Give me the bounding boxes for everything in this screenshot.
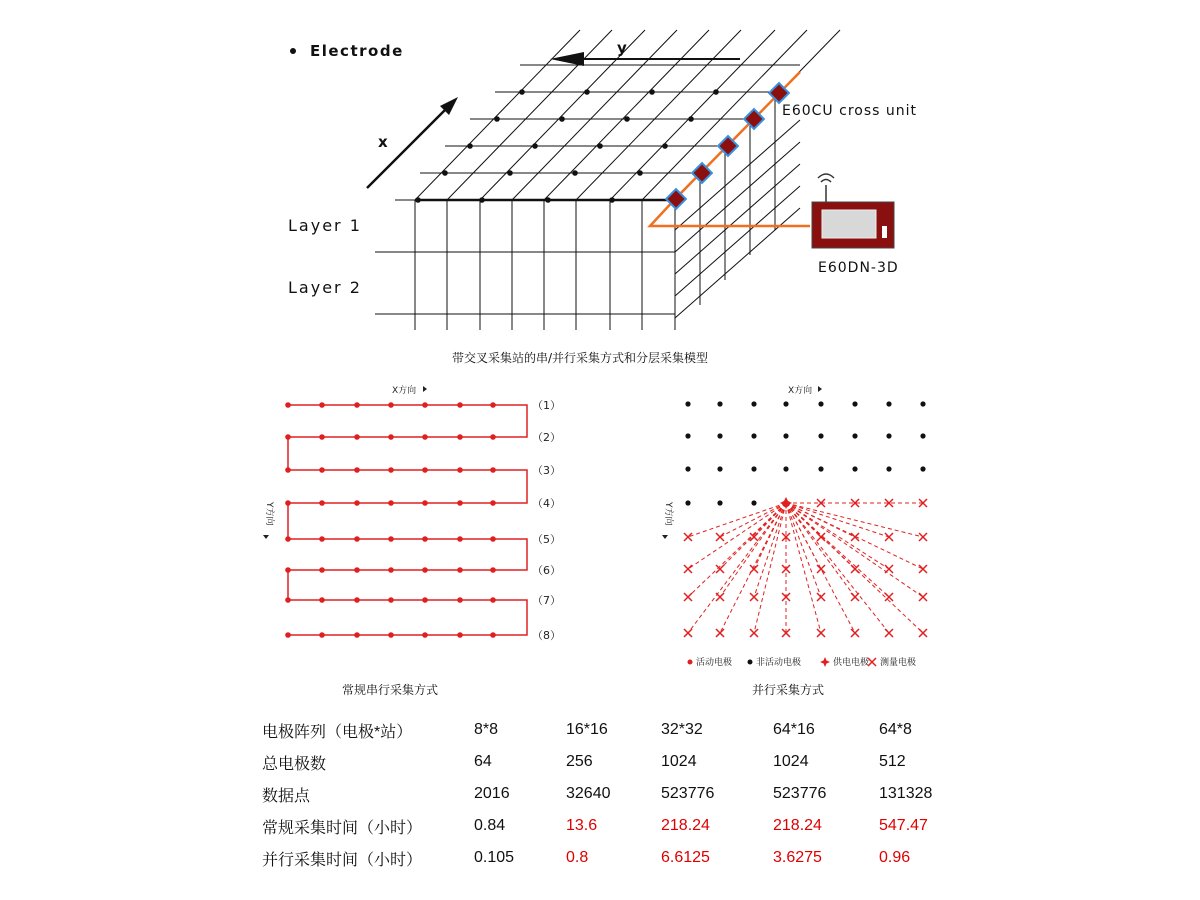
measuring-electrode [716, 533, 724, 541]
measuring-electrode [750, 593, 758, 601]
current-electrode [780, 497, 792, 509]
side-diagonal-line [675, 142, 800, 252]
legend-inactive-electrode-icon [748, 660, 753, 665]
table-cell: 16*16 [566, 721, 608, 738]
serial-electrode-dot [285, 597, 291, 603]
side-diagonal-line [675, 208, 800, 318]
serial-electrode-dot [388, 567, 394, 573]
serial-electrode-dot [285, 536, 291, 542]
parallel-measurement-line [786, 503, 889, 597]
electrode-dot [609, 197, 615, 203]
table-cell: 6.6125 [661, 849, 710, 866]
serial-caption: 常规串行采集方式 [342, 683, 439, 697]
serial-electrode-dot [354, 434, 360, 440]
electrode-dot [467, 143, 473, 149]
grid-depth-line [480, 30, 645, 200]
serial-row-label: （3） [532, 464, 561, 477]
table-cell: 0.105 [474, 849, 515, 866]
measuring-electrode [919, 565, 927, 573]
serial-y-direction-label: Y方向 [264, 502, 274, 526]
inactive-electrode [886, 466, 891, 471]
measuring-electrode [919, 593, 927, 601]
serial-electrode-dot [457, 467, 463, 473]
inactive-electrode [920, 433, 925, 438]
table-cell: 3.6275 [773, 849, 822, 866]
legend-electrode-dot [290, 48, 296, 54]
serial-y-direction-arrow [263, 535, 269, 539]
measuring-electrode [817, 629, 825, 637]
parallel-measurement-line [786, 503, 889, 633]
acquisition-comparison-table [252, 714, 969, 874]
serial-electrode-dot [319, 434, 325, 440]
row-label: 并行采集时间（小时） [262, 851, 423, 869]
measuring-electrode [919, 533, 927, 541]
grid-depth-line [512, 30, 677, 200]
inactive-electrode [751, 466, 756, 471]
serial-row-label: （8） [532, 629, 561, 642]
serial-electrode-dot [490, 434, 496, 440]
table-cell: 64*8 [879, 721, 912, 738]
device-e60dn-3d [812, 174, 894, 248]
table-cell: 523776 [773, 785, 827, 802]
y-axis-label: y [617, 39, 627, 57]
row-label: 常规采集时间（小时） [262, 819, 423, 837]
legend-active-electrode-icon [688, 660, 693, 665]
parallel-measurement-line [786, 503, 923, 597]
electrode-dot [572, 170, 578, 176]
serial-electrode-dot [354, 567, 360, 573]
serial-electrode-dot [285, 402, 291, 408]
inactive-electrode [717, 466, 722, 471]
parallel-x-direction-label: X方向 [788, 386, 813, 396]
inactive-electrode [751, 500, 756, 505]
serial-electrode-dot [457, 536, 463, 542]
inactive-electrode [717, 500, 722, 505]
serial-electrode-dot [422, 632, 428, 638]
serial-electrode-dot [388, 632, 394, 638]
electrode-dot [584, 89, 590, 95]
side-diagonal-line [675, 186, 800, 296]
serial-row-label: （1） [532, 399, 561, 412]
parallel-measurement-line [754, 503, 786, 633]
inactive-electrode [783, 433, 788, 438]
row-label: 电极阵列（电极*站） [262, 723, 413, 741]
measuring-electrode [750, 629, 758, 637]
serial-electrode-dot [285, 632, 291, 638]
serial-electrode-dot [388, 536, 394, 542]
parallel-caption: 并行采集方式 [752, 683, 825, 697]
serial-row-labels [532, 399, 561, 642]
table-cell: 131328 [879, 785, 933, 802]
serial-electrode-dot [422, 536, 428, 542]
serial-electrode-dot [354, 402, 360, 408]
legend-inactive-electrode: 非活动电极 [756, 658, 802, 668]
electrode-dot [479, 197, 485, 203]
inactive-electrode [685, 433, 690, 438]
serial-electrode-dot [388, 402, 394, 408]
measuring-electrode [885, 593, 893, 601]
inactive-electrode [685, 500, 690, 505]
measuring-electrode [684, 629, 692, 637]
serial-electrode-dot [354, 632, 360, 638]
measuring-electrode [851, 533, 859, 541]
inactive-electrode [818, 466, 823, 471]
measuring-electrode [716, 593, 724, 601]
serial-electrode-dot [490, 402, 496, 408]
electrode-dot [649, 89, 655, 95]
serial-x-direction-arrow [423, 386, 427, 392]
serial-electrode-dot [457, 500, 463, 506]
table-cell: 0.96 [879, 849, 911, 866]
electrode-dot [713, 89, 719, 95]
serial-electrode-dot [388, 500, 394, 506]
inactive-electrode [886, 401, 891, 406]
electrode-dot [688, 116, 694, 122]
parallel-legend [688, 656, 917, 668]
electrode-dot [442, 170, 448, 176]
table-row [252, 714, 969, 746]
inactive-electrode [852, 466, 857, 471]
parallel-measurement-line [720, 503, 786, 597]
parallel-acquisition-diagram [650, 376, 970, 676]
serial-electrode-dot [457, 402, 463, 408]
serial-electrode-dot [354, 597, 360, 603]
table-cell: 512 [879, 753, 906, 770]
inactive-electrode [717, 401, 722, 406]
table-cell: 256 [566, 753, 593, 770]
table-cell: 2016 [474, 785, 510, 802]
inactive-electrode [920, 466, 925, 471]
electrode-dot [507, 170, 513, 176]
electrode-dot [624, 116, 630, 122]
serial-electrode-dot [285, 500, 291, 506]
legend-measuring-electrode: 测量电极 [880, 658, 917, 668]
serial-electrode-dot [457, 597, 463, 603]
table-cell: 32640 [566, 785, 611, 802]
measuring-electrode [716, 629, 724, 637]
table-row [252, 810, 969, 842]
table-cell: 1024 [773, 753, 809, 770]
table-row [252, 842, 969, 874]
serial-acquisition-diagram [250, 376, 570, 666]
electrode-dot [662, 143, 668, 149]
inactive-electrode [751, 433, 756, 438]
parallel-y-direction-label: Y方向 [663, 502, 673, 526]
serial-electrode-dot [490, 536, 496, 542]
serial-electrode-dot [422, 567, 428, 573]
top-diagram-caption: 带交叉采集站的串/并行采集方式和分层采集模型 [452, 351, 709, 365]
serial-row-label: （5） [532, 533, 561, 546]
serial-x-direction-label: X方向 [392, 386, 417, 396]
legend-active-electrode: 活动电极 [696, 658, 733, 668]
parallel-y-direction-arrow [662, 535, 668, 539]
electrode-dot [559, 116, 565, 122]
inactive-electrode [818, 401, 823, 406]
serial-electrode-dot [285, 467, 291, 473]
serial-row-label: （4） [532, 497, 561, 510]
measuring-electrode [684, 565, 692, 573]
serial-electrode-dot [388, 434, 394, 440]
inactive-electrode [783, 401, 788, 406]
parallel-measurement-line [786, 503, 855, 597]
table-cell: 547.47 [879, 817, 928, 834]
parallel-measurement-line [688, 503, 786, 569]
measuring-electrode [851, 629, 859, 637]
serial-electrode-dot [388, 597, 394, 603]
measuring-electrode [817, 565, 825, 573]
electrode-grid [375, 30, 840, 330]
measuring-electrode [851, 593, 859, 601]
parallel-measurement-line [786, 503, 889, 537]
row-label: 数据点 [262, 787, 311, 805]
electrode-dot [597, 143, 603, 149]
measuring-electrode [684, 533, 692, 541]
inactive-electrode [685, 401, 690, 406]
device-label: E60DN-3D [818, 260, 899, 276]
electrode-dot [519, 89, 525, 95]
serial-electrode-dot [422, 597, 428, 603]
measuring-electrode [817, 593, 825, 601]
measuring-electrode [885, 533, 893, 541]
legend-electrode-label: Electrode [310, 42, 404, 60]
electrode-dot [545, 197, 551, 203]
serial-electrode-dot [285, 434, 291, 440]
table-cell: 218.24 [661, 817, 710, 834]
serial-electrode-dot [319, 536, 325, 542]
serial-electrode-dot [354, 536, 360, 542]
electrode-dot [637, 170, 643, 176]
serial-row-label: （7） [532, 594, 561, 607]
inactive-electrode [751, 401, 756, 406]
inactive-electrode [818, 433, 823, 438]
inactive-electrode [685, 466, 690, 471]
serial-row-label: （6） [532, 564, 561, 577]
table-cell: 32*32 [661, 721, 703, 738]
row-label: 总电极数 [262, 755, 327, 773]
serial-electrode-dot [490, 632, 496, 638]
measuring-electrode [919, 629, 927, 637]
serial-electrode-dot [422, 467, 428, 473]
parallel-measurement-line [688, 503, 786, 537]
serial-electrode-dot [319, 632, 325, 638]
cross-unit-label: E60CU cross unit [782, 103, 918, 119]
serial-electrode-dot [422, 434, 428, 440]
table-row [252, 778, 969, 810]
layer-1-label: Layer 1 [288, 216, 362, 235]
table-cell: 1024 [661, 753, 697, 770]
inactive-electrode [852, 433, 857, 438]
serial-electrode-dot [422, 500, 428, 506]
measuring-electrode [684, 593, 692, 601]
measuring-electrode [885, 565, 893, 573]
serial-electrode-dot [354, 467, 360, 473]
table-cell: 64 [474, 753, 492, 770]
inactive-electrode [886, 433, 891, 438]
inactive-electrode [920, 401, 925, 406]
table-cell: 8*8 [474, 721, 499, 738]
parallel-measurement-line [786, 503, 821, 597]
parallel-x-direction-arrow [818, 386, 822, 392]
layered-acquisition-model [0, 0, 1200, 345]
table-cell: 523776 [661, 785, 715, 802]
legend-current-electrode-icon [820, 657, 830, 667]
serial-electrode-dot [422, 402, 428, 408]
parallel-measurement-line [786, 503, 923, 537]
parallel-measurement-line [688, 503, 786, 633]
serial-electrode-dot [319, 500, 325, 506]
layer-2-label: Layer 2 [288, 278, 362, 297]
inactive-electrode [852, 401, 857, 406]
electrode-dot [532, 143, 538, 149]
serial-electrode-dot [354, 500, 360, 506]
serial-electrode-dot [490, 597, 496, 603]
inactive-electrode [717, 433, 722, 438]
serial-electrode-dot [457, 434, 463, 440]
serial-electrode-dot [319, 597, 325, 603]
serial-electrode-dot [457, 632, 463, 638]
serial-electrode-dot [285, 567, 291, 573]
serial-electrode-dot [490, 467, 496, 473]
inactive-electrode [783, 466, 788, 471]
serial-row-label: （2） [532, 431, 561, 444]
table-cell: 0.8 [566, 849, 589, 866]
serial-electrode-dot [457, 567, 463, 573]
serial-electrode-dot [319, 402, 325, 408]
serial-electrode-dot [490, 567, 496, 573]
serial-snake-path [285, 402, 527, 638]
electrode-dot [415, 197, 421, 203]
table-cell: 13.6 [566, 817, 598, 834]
parallel-measurement-line [688, 503, 786, 597]
grid-depth-line [447, 30, 612, 200]
legend-measuring-electrode-icon [868, 658, 876, 666]
serial-electrode-dot [388, 467, 394, 473]
serial-electrode-dot [490, 500, 496, 506]
grid-depth-line [576, 30, 741, 200]
x-axis-label: x [378, 133, 388, 151]
serial-electrode-dot [319, 567, 325, 573]
serial-electrode-dot [319, 467, 325, 473]
table-cell: 64*16 [773, 721, 815, 738]
table-cell: 218.24 [773, 817, 822, 834]
measuring-electrode [885, 629, 893, 637]
legend-current-electrode: 供电电极 [833, 658, 870, 668]
electrode-dot [494, 116, 500, 122]
table-cell: 0.84 [474, 817, 506, 834]
table-row [252, 746, 969, 778]
